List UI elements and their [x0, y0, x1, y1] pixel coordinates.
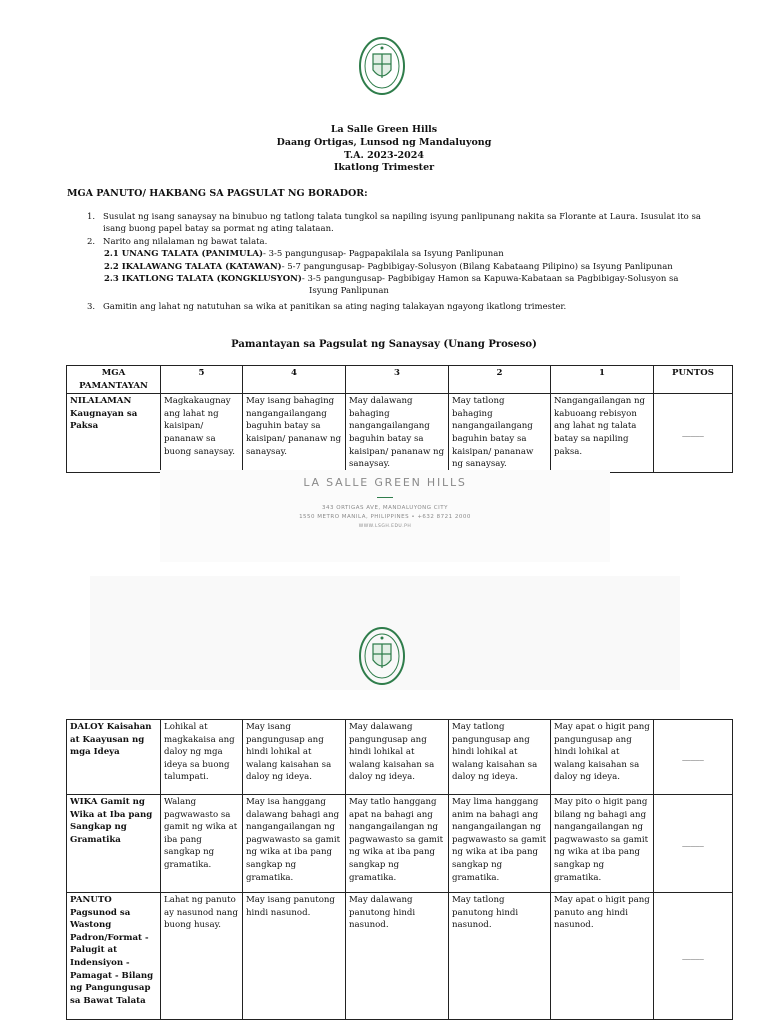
- column-header: MGA PAMANTAYAN: [67, 366, 161, 394]
- level-cell: Walang pagwawasto sa gamit ng wika at iba pang sangkap ng gramatika.: [161, 795, 243, 893]
- column-header: 5: [161, 366, 243, 394]
- points-blank[interactable]: _____: [654, 394, 733, 473]
- paragraph-spec-2: [67, 261, 707, 273]
- instruction-number: 3.: [87, 301, 96, 312]
- column-header: 4: [243, 366, 346, 394]
- footer-address-line-2: 1550 METRO MANILA, PHILIPPINES • +632 8721 2000: [299, 514, 471, 520]
- column-header: 3: [346, 366, 449, 394]
- footer-divider: [377, 497, 393, 498]
- paragraph-spec-label: 2.2 IKALAWANG TALATA (KATAWAN): [104, 261, 282, 272]
- points-blank[interactable]: _____: [654, 720, 733, 795]
- level-cell: May tatlong panutong hindi nasunod.: [449, 893, 551, 1020]
- paragraph-spec-3-continued: Isyung Panlipunan: [309, 286, 389, 297]
- instructions-list: [67, 211, 707, 313]
- level-cell: May dalawang panutong hindi nasunod.: [346, 893, 449, 1020]
- instruction-item-2: [67, 236, 707, 248]
- level-cell: May dalawang pangungusap ang hindi lohikal at walang kaisahan sa daloy ng ideya.: [346, 720, 449, 795]
- footer-website: WWW.LSGH.EDU.PH: [358, 524, 412, 529]
- level-cell: Lahat ng panuto ay nasunod nang buong husay.: [161, 893, 243, 1020]
- instruction-number: 2.: [87, 236, 96, 247]
- points-blank[interactable]: _____: [654, 795, 733, 893]
- instruction-text: Narito ang nilalaman ng bawat talata.: [103, 236, 268, 247]
- paragraph-spec-label: 2.1 UNANG TALATA (PANIMULA): [104, 249, 264, 260]
- paragraph-spec-text: - 3-5 pangungusap- Pagbibigay Hamon sa Kapuwa-Kabataan sa Pagbibigay-Solusyon sa: [301, 274, 679, 285]
- level-cell: May lima hanggang anim na bahagi ang nangangailangan ng pagwawasto sa gamit ng wika at iba pang sangkap ng gramatika.: [449, 795, 551, 893]
- column-header: PUNTOS: [654, 366, 733, 394]
- paragraph-spec-3: [67, 273, 707, 285]
- column-header: 1: [551, 366, 654, 394]
- level-cell: May tatlong bahaging nangangailangang baguhin batay sa kaisipan/ pananaw ng sanaysay.: [449, 394, 551, 473]
- level-cell: May apat o higit pang pangungusap ang hindi lohikal at walang kaisahan sa daloy ng ideya.: [551, 720, 654, 795]
- criterion-cell: WIKA Gamit ng Wika at Iba pang Sangkap ng Gramatika: [67, 795, 161, 893]
- footer-school-name: LA SALLE GREEN HILLS: [303, 476, 467, 489]
- rubric-table: [66, 365, 733, 473]
- level-cell: May tatlo hanggang apat na bahagi ang nangangailangan ng pagwawasto sa gamit ng wika at iba pang sangkap ng gramatika.: [346, 795, 449, 893]
- paragraph-spec-text: - 5-7 pangungusap- Pagbibigay-Solusyon (Bilang Kabataang Pilipino) sa Isyung Panlipunan: [281, 261, 673, 272]
- document-header: [0, 124, 768, 175]
- column-header: 2: [449, 366, 551, 394]
- rubric-row-nilalaman: [67, 394, 733, 473]
- points-blank[interactable]: _____: [654, 893, 733, 1020]
- letterhead-footer: [160, 470, 610, 562]
- instructions-heading: MGA PANUTO/ HAKBANG SA PAGSULAT NG BORADOR:: [67, 188, 368, 199]
- footer-address-line-1: 343 ORTIGAS AVE, MANDALUYONG CITY: [322, 505, 448, 511]
- level-cell: May isa hanggang dalawang bahagi ang nangangailangan ng pagwawasto sa gamit ng wika at iba pang sangkap ng gramatika.: [243, 795, 346, 893]
- level-cell: May isang bahaging nangangailangang baguhin batay sa kaisipan/ pananaw ng sanaysay.: [243, 394, 346, 473]
- school-seal-icon: [358, 626, 406, 686]
- paragraph-spec-1: [67, 248, 707, 260]
- criterion-cell: DALOY Kaisahan at Kaayusan ng mga Ideya: [67, 720, 161, 795]
- level-cell: Nangangailangan ng kabuoang rebisyon ang lahat ng talata batay sa napiling paksa.: [551, 394, 654, 473]
- instruction-item-1: [67, 211, 707, 236]
- criterion-cell: PANUTO Pagsunod sa Wastong Padron/Format - Palugit at Indensiyon - Pamagat - Bilang ng Pangungusap sa Bawat Talata: [67, 893, 161, 1020]
- rubric-header-row: [67, 366, 733, 394]
- paragraph-spec-text: - 3-5 pangungusap- Pagpapakilala sa Isyung Panlipunan: [263, 249, 504, 260]
- rubric-row-panuto: [67, 893, 733, 1020]
- criterion-cell: NILALAMAN Kaugnayan sa Paksa: [67, 394, 161, 473]
- level-cell: May apat o higit pang panuto ang hindi nasunod.: [551, 893, 654, 1020]
- rubric-row-daloy: [67, 720, 733, 795]
- term-label: Ikatlong Trimester: [333, 162, 435, 174]
- school-seal-icon: [358, 36, 406, 96]
- level-cell: May isang panutong hindi nasunod.: [243, 893, 346, 1020]
- paragraph-spec-label: 2.3 IKATLONG TALATA (KONGKLUSYON): [104, 274, 302, 285]
- level-cell: Lohikal at magkakaisa ang daloy ng mga ideya sa buong talumpati.: [161, 720, 243, 795]
- school-address: Daang Ortigas, Lunsod ng Mandaluyong: [276, 136, 492, 148]
- instruction-text: Susulat ng isang sanaysay na binubuo ng tatlong talata tungkol sa napiling isyung panlipunang nakita sa Florante at Laura. Isusulat ito sa isang buong papel batay sa pormat ng ating talataan.: [103, 212, 701, 235]
- level-cell: Magkakaugnay ang lahat ng kaisipan/ pananaw sa buong sanaysay.: [161, 394, 243, 473]
- instruction-item-3: [67, 301, 707, 313]
- rubric-row-wika: [67, 795, 733, 893]
- instruction-number: 1.: [87, 212, 96, 222]
- level-cell: May tatlong pangungusap ang hindi lohikal at walang kaisahan sa daloy ng ideya.: [449, 720, 551, 795]
- level-cell: May isang pangungusap ang hindi lohikal at walang kaisahan sa daloy ng ideya.: [243, 720, 346, 795]
- school-year: T.A. 2023-2024: [344, 149, 424, 161]
- instruction-text: Gamitin ang lahat ng natutuhan sa wika at panitikan sa ating naging talakayan ngayong ikatlong trimester.: [103, 301, 567, 312]
- rubric-table-continued: [66, 719, 733, 1020]
- school-name: La Salle Green Hills: [330, 124, 438, 135]
- level-cell: May pito o higit pang bilang ng bahagi ang nangangailangan ng pagwawasto sa gamit ng wika at iba pang sangkap ng gramatika.: [551, 795, 654, 893]
- level-cell: May dalawang bahaging nangangailangang baguhin batay sa kaisipan/ pananaw ng sanaysay.: [346, 394, 449, 473]
- rubric-title: Pamantayan sa Pagsulat ng Sanaysay (Unang Proseso): [231, 339, 537, 350]
